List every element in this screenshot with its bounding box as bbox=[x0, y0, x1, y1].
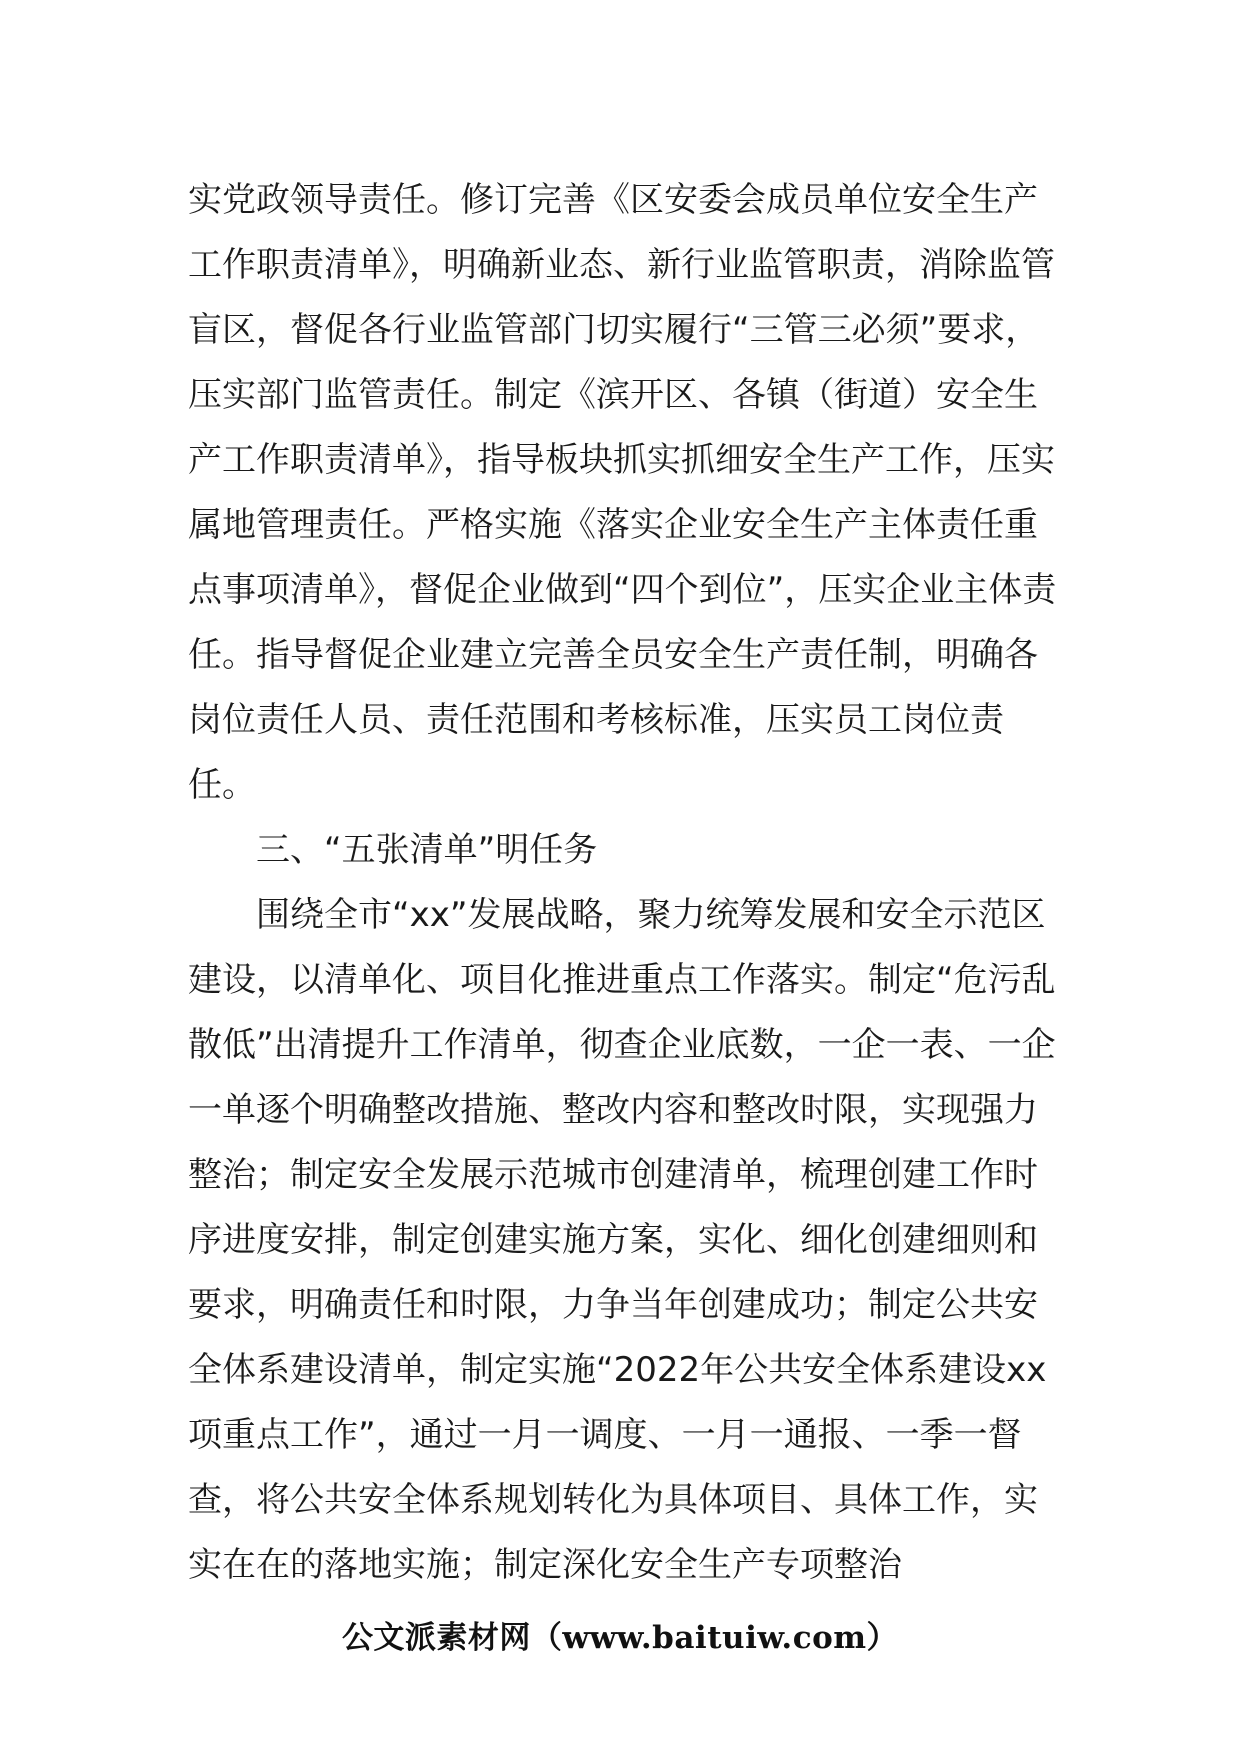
paragraph-continuation: 实党政领导责任。修订完善《区安委会成员单位安全生产工作职责清单》，明确新业态、新行业监管职责，消除监管盲区，督促各行业监管部门切实履行“三管三必须”要求，压实部门监管责任。制定《滨开区、各镇（街道）安全生产工作职责清单》，指导板块抓实抓细安全生产工作，压实属地管理责任。严格实施《落实企业安全生产主体责任重点事项清单》，督促企业做到“四个到位”，压实企业主体责任。指导督促企业建立完善全员安全生产责任制，明确各岗位责任人员、责任范围和考核标准，压实员工岗位责任。 bbox=[188, 180, 1057, 805]
paragraph-body: 围绕全市“xx”发展战略，聚力统筹发展和安全示范区建设，以清单化、项目化推进重点工作落实。制定“危污乱散低”出清提升工作清单，彻查企业底数，一企一表、一企一单逐个明确整改措施、整改内容和整改时限，实现强力整治；制定安全发展示范城市创建清单，梳理创建工作时序进度安排，制定创建实施方案，实化、细化创建细则和要求，明确责任和时限，力争当年创建成功；制定公共安全体系建设清单，制定实施“2022年公共安全体系建设xx项重点工作”，通过一月一调度、一月一通报、一季一督查，将公共安全体系规划转化为具体项目、具体工作，实实在在的落地实施；制定深化安全生产专项整治 bbox=[188, 895, 1056, 1585]
document-body bbox=[188, 168, 1058, 1598]
footer-watermark: 公文派素材网（www.baituiw.com） bbox=[341, 1620, 899, 1656]
section-heading: 三、“五张清单”明任务 bbox=[256, 830, 598, 870]
